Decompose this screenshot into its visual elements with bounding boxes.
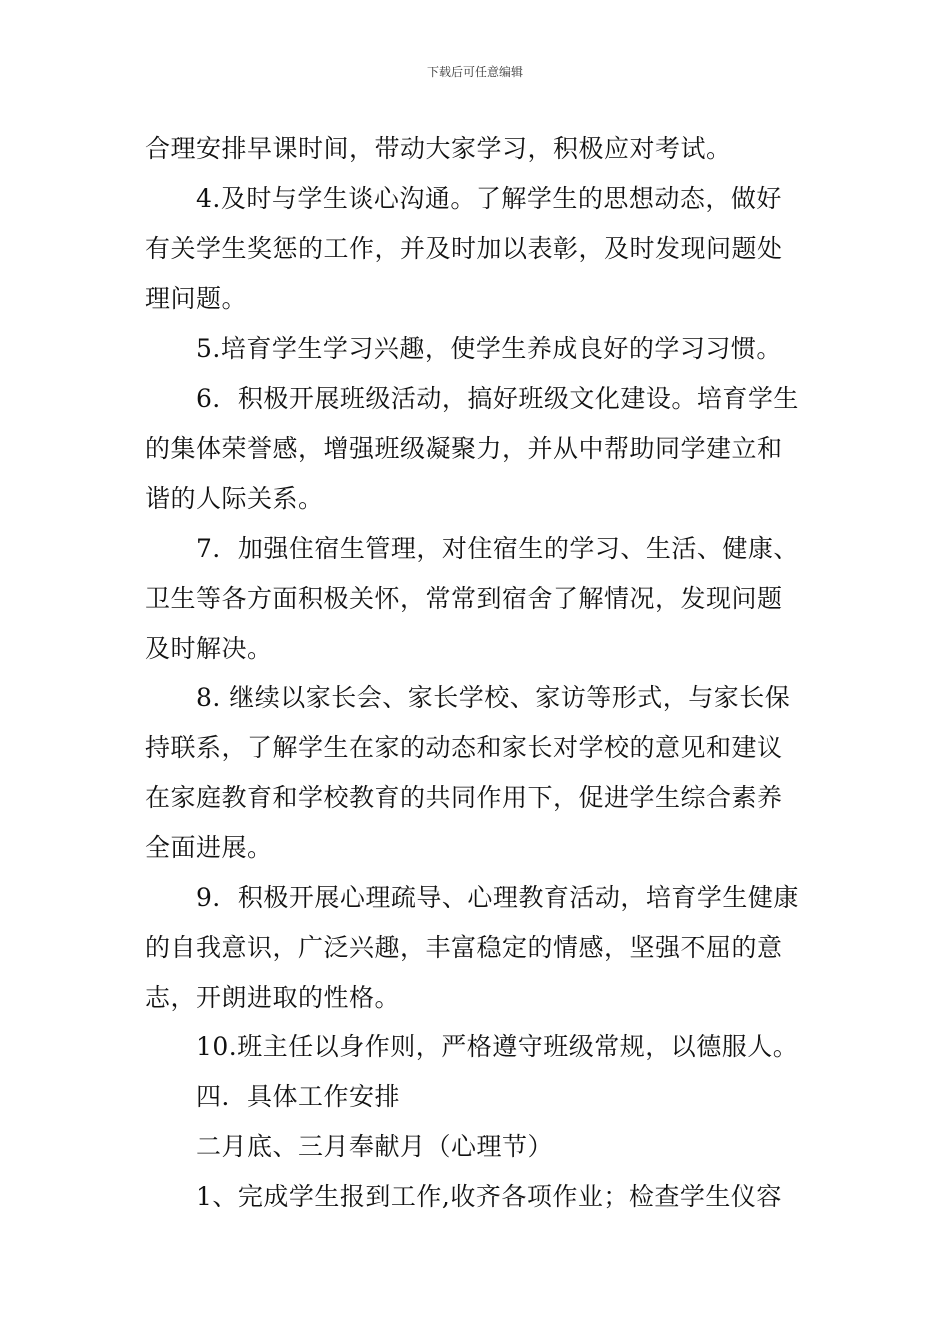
page-header: 下载后可任意编辑: [426, 65, 523, 79]
text-line: 6．积极开展班级活动，搞好班级文化建设。培育学生: [196, 384, 799, 413]
text-line: 8. 继续以家长会、家长学校、家访等形式，与家长保: [196, 683, 791, 712]
text-line: 理问题。: [145, 284, 248, 313]
text-line: 全面进展。: [145, 833, 273, 862]
text-line: 合理安排早课时间，带动大家学习，积极应对考试。: [145, 134, 732, 163]
section-heading: 四．具体工作安排: [196, 1082, 401, 1111]
text-line: 持联系，了解学生在家的动态和家长对学校的意见和建议: [145, 733, 783, 762]
text-line: 志，开朗进取的性格。: [145, 983, 401, 1012]
text-line: 卫生等各方面积极关怀，常常到宿舍了解情况，发现问题: [145, 584, 783, 613]
text-line: 10.班主任以身作则，严格遵守班级常规，以德服人。: [196, 1032, 799, 1061]
text-line: 有关学生奖惩的工作，并及时加以表彰，及时发现问题处: [145, 234, 783, 263]
text-line: 1、完成学生报到工作,收齐各项作业；检查学生仪容: [196, 1182, 782, 1211]
subsection-heading: 二月底、三月奉献月（心理节）: [196, 1132, 554, 1161]
text-line: 的集体荣誉感，增强班级凝聚力，并从中帮助同学建立和: [145, 434, 783, 463]
text-line: 在家庭教育和学校教育的共同作用下，促进学生综合素养: [145, 783, 783, 812]
text-line: 9．积极开展心理疏导、心理教育活动，培育学生健康: [196, 883, 799, 912]
text-line: 及时解决。: [145, 634, 273, 663]
text-line: 4.及时与学生谈心沟通。了解学生的思想动态，做好: [196, 184, 782, 213]
text-line: 谐的人际关系。: [145, 484, 324, 513]
text-line: 7．加强住宿生管理，对住宿生的学习、生活、健康、: [196, 534, 799, 563]
text-line: 的自我意识，广泛兴趣，丰富稳定的情感，坚强不屈的意: [145, 933, 783, 962]
text-line: 5.培育学生学习兴趣，使学生养成良好的学习习惯。: [196, 334, 782, 363]
